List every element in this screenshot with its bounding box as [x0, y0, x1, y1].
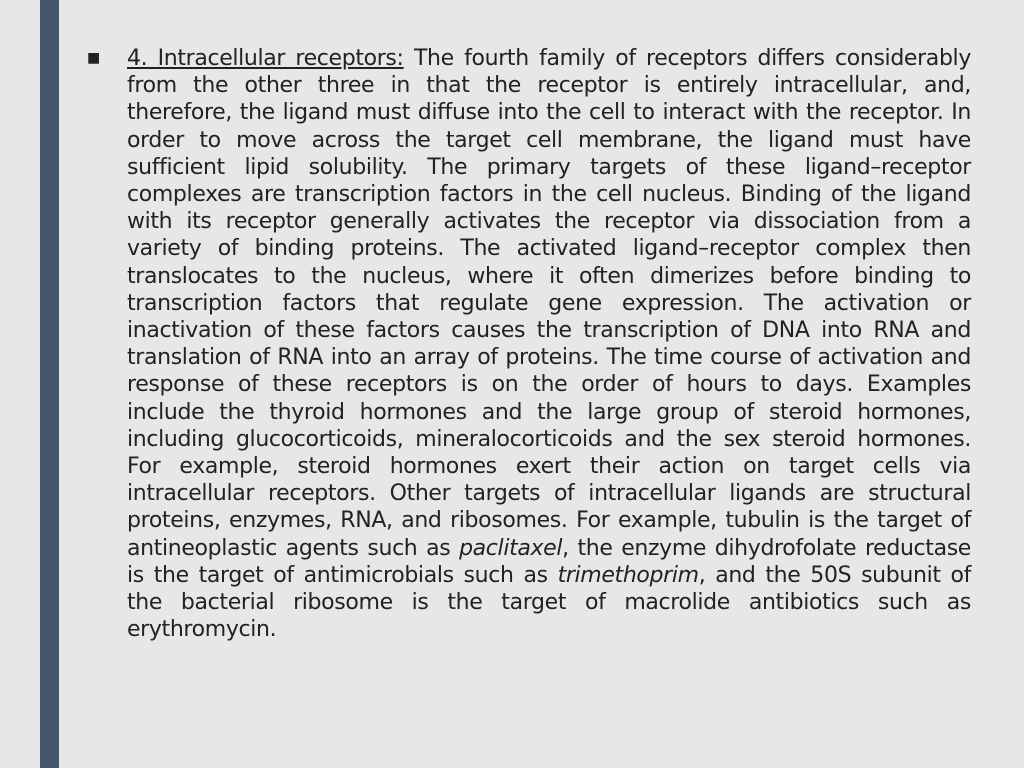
term-trimethoprim: trimethoprim — [557, 562, 699, 588]
term-transcription-factors: transcription factors — [294, 182, 514, 208]
slide-content — [87, 45, 971, 643]
text-segment-2: in the cell nucleus. Binding of the ligand with its receptor generally activates the receptor via dissociation from a variety of binding proteins. The activated ligand–receptor complex then translocates to the nucleus, where it often dimerizes before binding to transcription factors that regulate gene expression. The activation or inactivation of these factors causes the transcription of DNA into RNA and translation of RNA into an array of proteins. The time course of activation and response of these receptors is on the order of hours to days. Examples include the thyroid hormones and the large group of steroid hormones, including glucocorticoids, mineralocorticoids and the sex steroid hormones. For example, steroid hormones exert their action on target cells via intracellular receptors. Other targets of intracellular ligands are structural proteins, enzymes, RNA, and ribosomes. For example, tubulin is the target of antineoplastic agents such as — [127, 182, 971, 561]
bullet-item — [87, 45, 971, 643]
text-segment-1: The fourth family of receptors differs considerably from the other three in that the receptor is entirely intracellular, and, therefore, the ligand must diffuse into the cell to interact with the receptor. In order to move across the target cell membrane, the ligand must have sufficient lipid solubility. The primary targets of these ligand–receptor complexes are — [127, 46, 971, 208]
term-paclitaxel: paclitaxel — [459, 535, 563, 561]
section-heading: 4. Intracellular receptors: — [127, 46, 404, 71]
accent-sidebar-bar — [40, 0, 59, 768]
text-segment-3: , the enzyme dihydrofolate reductase is the target of antimicrobials such as — [127, 535, 971, 588]
square-bullet-icon: ■ — [87, 50, 101, 66]
text-segment-4: , and the 50S subunit of the bacterial ribosome is the target of macrolide antibiotics such as erythromycin. — [127, 562, 971, 643]
body-paragraph — [127, 45, 971, 643]
